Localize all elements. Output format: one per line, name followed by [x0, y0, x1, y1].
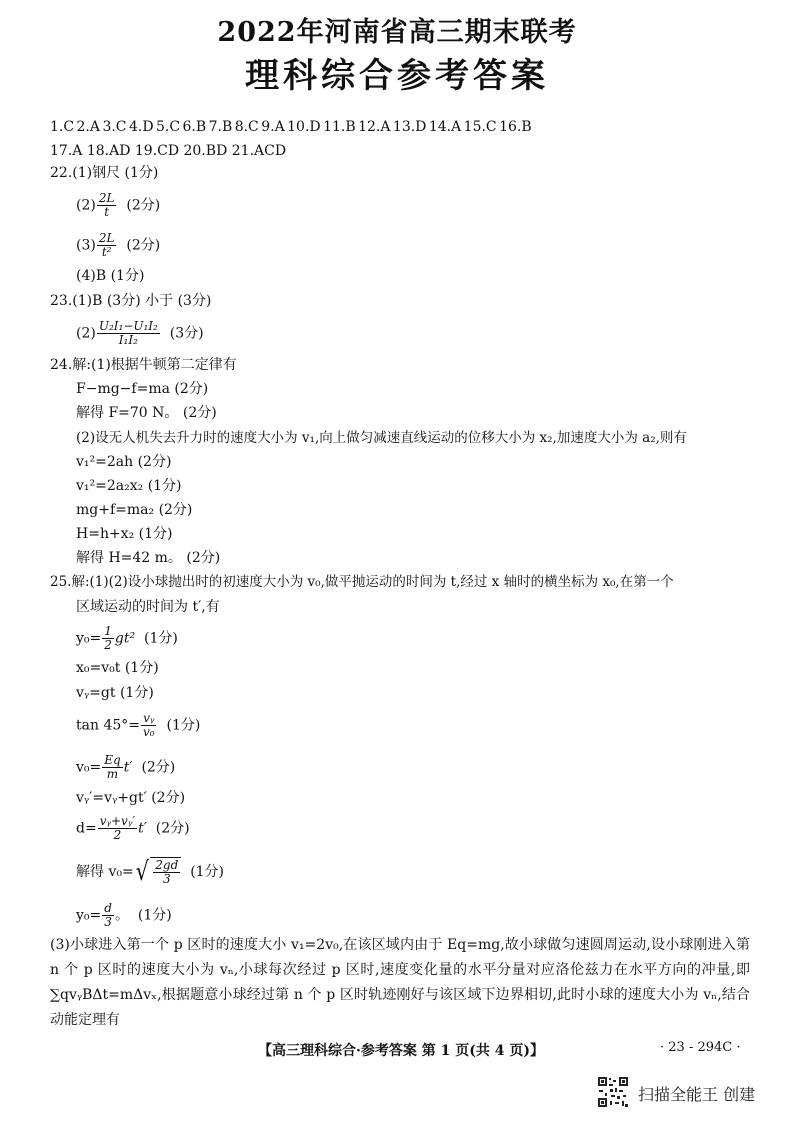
q24-line1: 24.解:(1)根据牛顿第二定律有: [50, 357, 237, 373]
q25-eq3: vᵧ=gt (1分): [76, 685, 154, 701]
q23-part2: (2) $\frac{\text{U₂I₁−U₁I₂}}{\text{I₁I₂}}$ (3分): [76, 319, 204, 347]
q25-eq5: v₀= $\frac{Eq}{m}$ t′ (2分): [76, 753, 176, 781]
q24-line7: mg+f=ma₂ (2分): [76, 502, 193, 518]
q25-line2: 区域运动的时间为 t′,有: [76, 599, 220, 615]
q25-eq6: vᵧ′=vᵧ+gt′ (2分): [76, 790, 186, 806]
q25-eq7: d= $\frac{\text{vᵧ+vᵧ′}}{2}$ t′ (2分): [76, 814, 190, 842]
q25-eq4: tan 45°= $\frac{\text{vᵧ}}{\text{v₀}}$ (1分): [76, 711, 201, 739]
q25-eq8: 解得 v₀= √ $\frac{2gd}{3}$ (1分): [76, 857, 225, 887]
q24-line4: (2)设无人机失去升力时的速度大小为 v₁,向上做匀减速直线运动的位移大小为 x₂,加速度大小为 a₂,则有: [76, 430, 687, 446]
q25-part3-paragraph: (3)小球进入第一个 p 区时的速度大小 v₁=2v₀,在该区域内由于 Eq=mg,故小球做匀速圆周运动,设小球刚进入第 n 个 p 区时的速度大小为 vₙ,小球每次经过 p 区时,速度变化量的水平分量对应洛伦兹力在水平方向的冲量,即∑qvᵧBΔt=mΔvₓ,根据题意小球经过第 n 个 p 区时轨迹刚好与该区域下边界相切,此时小球的速度大小为 vₙ,结合动能定理有: [50, 937, 750, 1028]
q24-line5: v₁²=2ah (2分): [76, 454, 172, 470]
q23-part1: 23.(1)B (3分) 小于 (3分): [50, 293, 212, 309]
q24-line3: 解得 F=70 N。 (2分): [76, 405, 217, 421]
page-title: 2022年河南省高三期末联考: [217, 17, 577, 48]
mc-answers-row2: 17.A 18.AD 19.CD 20.BD 21.ACD: [50, 143, 287, 159]
q25-line1: 25.解:(1)(2)设小球抛出时的初速度大小为 v₀,做平抛运动的时间为 t,经过 x 轴时的横坐标为 x₀,在第一个: [50, 574, 674, 590]
q24-line8: H=h+x₂ (1分): [76, 526, 173, 542]
q22-part4: (4)B (1分): [76, 268, 145, 284]
scanner-watermark: 扫描全能王 创建: [638, 1085, 756, 1104]
q25-eq1: y₀= $\frac{1}{2}$ gt² (1分): [76, 624, 178, 652]
exam-code: · 23 - 294C ·: [660, 1040, 741, 1055]
q22-part1: 22.(1)钢尺 (1分): [50, 165, 159, 181]
q22-part2: (2) $\frac{2L}{t}$ (2分): [76, 191, 161, 219]
q25-eq2: x₀=v₀t (1分): [76, 660, 159, 676]
q24-line9: 解得 H=42 m。 (2分): [76, 550, 221, 566]
q24-line2: F−mg−f=ma (2分): [76, 381, 209, 397]
q22-part3: (3) $\frac{2L}{\text{t²}}$ (2分): [76, 231, 161, 259]
page-subtitle: 理科综合参考答案: [245, 56, 549, 96]
qr-code-icon: [597, 1076, 629, 1108]
q24-line6: v₁²=2a₂x₂ (1分): [76, 478, 182, 494]
page-footer: 【高三理科综合·参考答案 第 1 页(共 4 页)】: [258, 1043, 544, 1059]
q25-eq9: y₀= $\frac{d}{3}$ 。 (1分): [76, 901, 172, 929]
mc-answers-row1: 1.C 2.A 3.C 4.D 5.C 6.B 7.B 8.C 9.A 10.D 11.B 12.A 13.D 14.A 15.C 16.B: [50, 119, 532, 135]
